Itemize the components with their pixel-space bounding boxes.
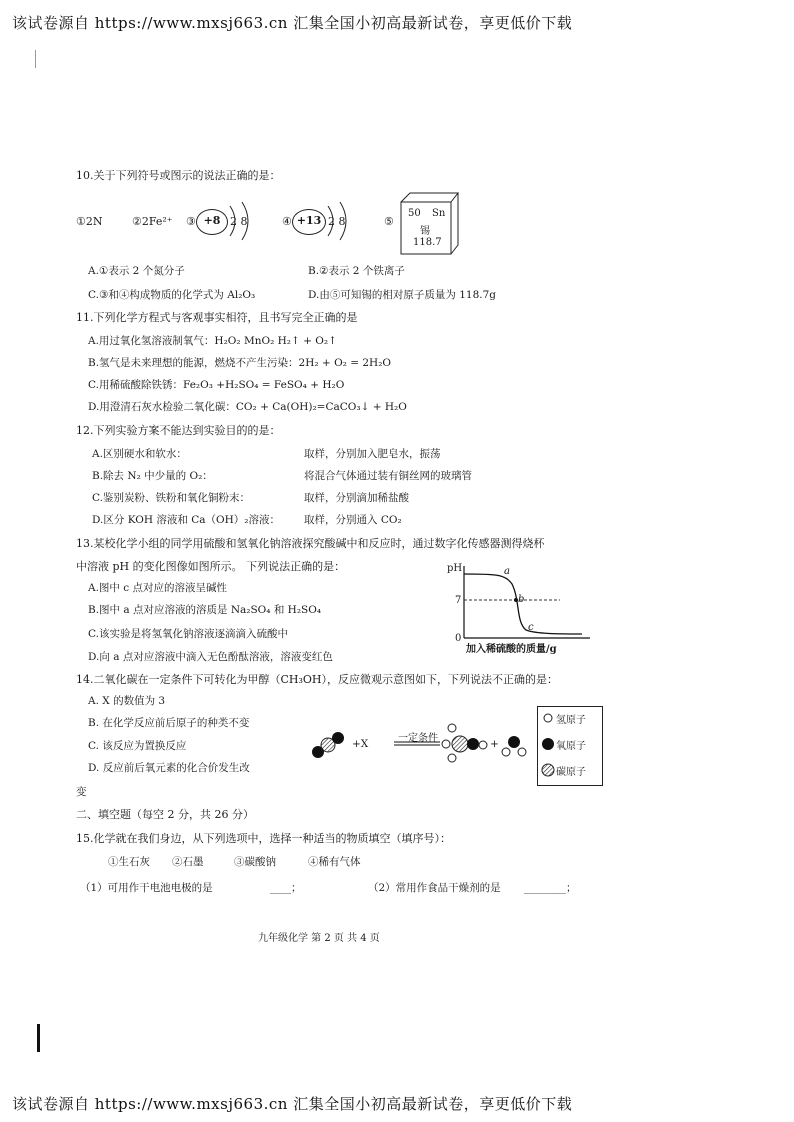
- q11-option-a: A.用过氧化氢溶液制氧气：H₂O₂ MnO₂ H₂↑ + O₂↑: [88, 335, 337, 347]
- graph-point-c: c: [528, 622, 534, 633]
- q10-atom-3-electrons: 2 8: [230, 215, 248, 228]
- graph-y-label: pH: [447, 563, 463, 574]
- q14-option-a: A. X 的数值为 3: [88, 695, 166, 707]
- reaction-plus: +: [490, 738, 499, 750]
- q10-symbol-4: ④: [282, 215, 292, 228]
- nucleus-charge: +13: [296, 214, 322, 227]
- tile-atomic-number: 50: [408, 208, 421, 219]
- q10-option-a: A.①表示 2 个氮分子: [88, 265, 185, 277]
- q13-stem-1: 13.某校化学小组的同学用硫酸和氢氧化钠溶液探究酸碱中和反应时，通过数字化传感器测得烧杯: [76, 537, 545, 550]
- graph-y-tick-7: 7: [455, 595, 462, 606]
- q10-symbol-5: ⑤: [384, 215, 394, 228]
- q11-option-b: B.氢气是未来理想的能源，燃烧不产生污染：2H₂ + O₂ = 2H₂O: [88, 357, 392, 369]
- scan-mark: [37, 1024, 40, 1052]
- scan-mark: [35, 50, 36, 68]
- q10-stem: 10.关于下列符号或图示的说法正确的是：: [76, 169, 281, 182]
- reaction-plus-x: +X: [352, 738, 369, 750]
- q14-option-d-cont: 变: [76, 786, 87, 798]
- q10-symbol-2: ②2Fe²⁺: [132, 215, 173, 228]
- q12-method-c: 取样，分别滴加稀盐酸: [304, 492, 409, 504]
- q10-symbol-3: ③: [186, 215, 196, 228]
- q12-stem: 12.下列实验方案不能达到实验目的的是：: [76, 424, 281, 437]
- q13-option-a: A.图中 c 点对应的溶液呈碱性: [88, 582, 227, 594]
- q12-method-b: 将混合气体通过装有铜丝网的玻璃管: [304, 470, 472, 482]
- nucleus-charge: +8: [203, 214, 221, 227]
- legend-carbon: 碳原子: [556, 767, 586, 778]
- q12-goal-b: B.除去 N₂ 中少量的 O₂：: [92, 470, 213, 482]
- q12-goal-c: C.鉴别炭粉、铁粉和氧化铜粉末：: [92, 492, 250, 504]
- legend-hydrogen: 氢原子: [556, 715, 586, 726]
- q12-method-d: 取样，分别通入 CO₂: [304, 514, 402, 526]
- q12-goal-a: A.区别硬水和软水：: [92, 448, 187, 460]
- top-banner: 该试卷源自 https://www.mxsj663.cn 汇集全国小初高最新试卷，享更低价下载: [12, 14, 573, 32]
- q15-blank-2-label: （2）常用作食品干燥剂的是: [368, 882, 501, 894]
- q10-option-b: B.②表示 2 个铁离子: [308, 265, 405, 277]
- q11-stem: 11.下列化学方程式与客观事实相符，且书写完全正确的是: [76, 311, 358, 324]
- q15-blank-2: ________；: [524, 882, 577, 894]
- tile-name: 锡: [420, 226, 430, 237]
- graph-x-label: 加入稀硫酸的质量/g: [466, 644, 557, 655]
- tile-symbol: Sn: [432, 208, 446, 219]
- legend-icons: [541, 711, 555, 781]
- q10-atom-4-electrons: 2 8: [328, 215, 346, 228]
- q13-option-c: C.该实验是将氢氧化钠溶液逐滴滴入硫酸中: [88, 628, 288, 640]
- q15-stem: 15.化学就在我们身边，从下列选项中，选择一种适当的物质填空（填序号）：: [76, 832, 451, 845]
- q12-method-a: 取样，分别加入肥皂水，振荡: [304, 448, 441, 460]
- atom-legend: [537, 706, 603, 786]
- section-heading: 二、填空题（每空 2 分，共 26 分）: [76, 808, 254, 821]
- q13-option-d: D.向 a 点对应溶液中滴入无色酚酞溶液，溶液变红色: [88, 651, 333, 663]
- reaction-condition: 一定条件: [398, 733, 438, 744]
- q14-option-b: B. 在化学反应前后原子的种类不变: [88, 717, 250, 729]
- q14-option-c: C. 该反应为置换反应: [88, 740, 187, 752]
- bottom-banner: 该试卷源自 https://www.mxsj663.cn 汇集全国小初高最新试卷，享更低价下载: [12, 1095, 573, 1113]
- q11-option-d: D.用澄清石灰水检验二氧化碳：CO₂ + Ca(OH)₂=CaCO₃↓ + H₂O: [88, 401, 407, 413]
- legend-oxygen: 氧原子: [556, 741, 586, 752]
- tile-mass: 118.7: [413, 237, 442, 248]
- q15-option-2: ②石墨: [172, 856, 204, 868]
- graph-origin: 0: [455, 633, 462, 644]
- graph-point-a: a: [504, 566, 510, 577]
- q14-stem: 14.二氧化碳在一定条件下可转化为甲醇（CH₃OH），反应微观示意图如下，下列说法不正确的是：: [76, 673, 559, 686]
- q13-stem-2: 中溶液 pH 的变化图像如图所示。 下列说法正确的是：: [76, 560, 346, 573]
- page-footer: 九年级化学 第 2 页 共 4 页: [258, 933, 380, 944]
- q13-option-b: B.图中 a 点对应溶液的溶质是 Na₂SO₄ 和 H₂SO₄: [88, 604, 322, 616]
- q15-option-4: ④稀有气体: [308, 856, 361, 868]
- q15-option-3: ③碳酸钠: [234, 856, 276, 868]
- q13-ph-graph: [450, 562, 600, 642]
- q10-option-d: D.由⑤可知锡的相对原子质量为 118.7g: [308, 289, 496, 301]
- q15-blank-1-label: （1）可用作干电池电极的是: [80, 882, 213, 894]
- q15-blank-1: ____；: [270, 882, 302, 894]
- q12-goal-d: D.区分 KOH 溶液和 Ca（OH）₂溶液：: [92, 514, 280, 526]
- q14-option-d: D. 反应前后氧元素的化合价发生改: [88, 762, 250, 774]
- graph-point-b: b: [518, 594, 525, 605]
- q11-option-c: C.用稀硫酸除铁锈：Fe₂O₃ +H₂SO₄ = FeSO₄ + H₂O: [88, 379, 345, 391]
- q10-option-c: C.③和④构成物质的化学式为 Al₂O₃: [88, 289, 256, 301]
- q10-symbol-1: ①2N: [76, 215, 103, 228]
- q15-option-1: ①生石灰: [108, 856, 150, 868]
